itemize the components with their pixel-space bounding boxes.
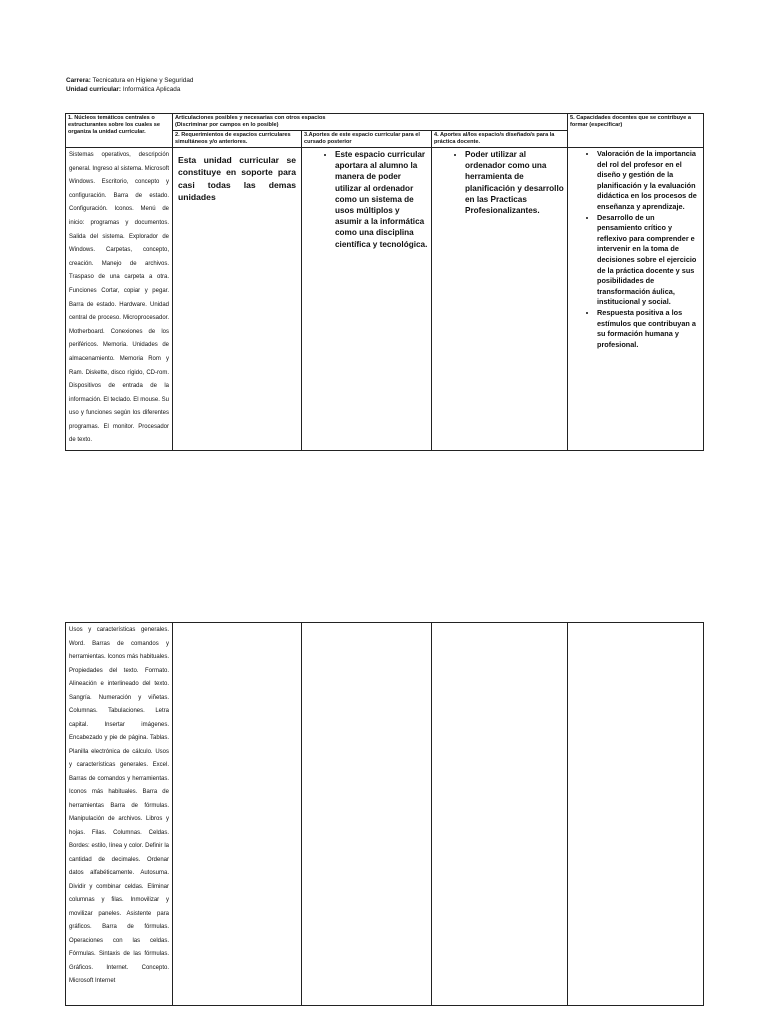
capacidad-item: • Respuesta positiva a los estímulos que contribuyan a su formación humana y profesional. (597, 308, 700, 350)
aportes-posterior-item: • Este espacio curricular aportara al alumno la manera de poder utilizar al ordenador como un sistema de usos múltiplos y asumir a la informática como una disciplina científica y tecnológica. (335, 149, 428, 250)
aportes-practica-item: • Poder utilizar al ordenador como una herramienta de planificación y desarrollo en las Practicas Profesionalizantes. (465, 149, 564, 216)
unidad-value: Informática Aplicada (121, 86, 181, 93)
nucleos-cell (66, 623, 173, 1006)
col5-header: 5. Capacidades docentes que se contribuye a formar (especificar) (568, 114, 704, 148)
carrera-value: Tecnicatura en Higiene y Seguridad (90, 77, 194, 84)
nucleos-text: Usos y características generales. Word. Barras de comandos y herramientas. Iconos más habituales. Propiedades del texto. Formato. Alineación e interlineado del texto. Sangría. Numeración y viñetas. Columnas. Tabulaciones. Letra capital. Insertar imágenes. Encabezado y pie de página. Tablas. Planilla electrónica de cálculo. Usos y características generales. Excel. Barras de comandos y herramientas. Iconos más habituales. Barra de herramientas Barra de fórmulas. Manipulación de archivos. Libros y hojas. Filas. Columnas. Celdas. Bordes: estilo, línea y color. Definir la cantidad de decimales. Ordenar datos alfabéticamente. Autosuma. Dividir y combinar celdas. Eliminar columnas y filas. Inmovilizar y movilizar paneles. Asistente para gráficos. Barra de fórmulas. Operaciones con las celdas. Fórmulas. Sintaxis de las fórmulas. Gráficos. Internet. Concepto. Microsoft Internet (69, 627, 169, 984)
curricular-table-page-2 (65, 622, 704, 1006)
group-header-line2: (Discriminar por campos en lo posible) (175, 122, 279, 128)
table-row (66, 148, 704, 451)
carrera-line (66, 76, 193, 85)
capacidades-cell (568, 148, 704, 451)
nucleos-text: Sistemas operativos, descripción general. Ingreso al sistema. Microsoft Windows. Escritorio, concepto y configuración. Barra de estado. Configuración. Iconos. Menú de inicio: programas y documentos. Salida del sistema. Explorador de Windows. Carpetas, concepto, creación. Manejo de archivos. Traspaso de una carpeta a otra. Funciones Cortar, copiar y pegar. Barra de estado. Hardware. Unidad central de proceso. Microprocesador. Motherboard. Conexiones de los periféricos. Memoria. Unidades de almacenamiento. Memoria Rom y Ram. Diskette, disco rígido, CD-rom. Dispositivos de entrada de la información. El teclado. El mouse. Su uso y funciones según los diferentes programas. El monitor. Procesador de texto. (69, 152, 169, 444)
empty-cell (432, 623, 568, 1006)
unidad-label: Unidad curricular: (66, 86, 122, 93)
group-header (173, 114, 568, 131)
aportes-posterior-cell (302, 148, 432, 451)
unidad-line (66, 85, 193, 94)
table-header-row-1 (66, 114, 704, 131)
col2-header: 2. Requerimientos de espacios curriculares simultáneos y/o anteriores. (173, 131, 302, 148)
nucleos-cell (66, 148, 173, 451)
requerimientos-cell: Esta unidad curricular se constituye en soporte para casi todas las demas unidades (173, 148, 302, 451)
col1-header: 1. Núcleos temáticos centrales o estructurantes sobre los cuales se organiza la unidad curricular. (66, 114, 173, 148)
empty-cell (302, 623, 432, 1006)
empty-cell (173, 623, 302, 1006)
curricular-table-page-1 (65, 113, 704, 451)
document-header (66, 76, 193, 94)
capacidad-item: • Desarrollo de un pensamiento crítico y reflexivo para comprender e intervenir en la toma de decisiones sobre el ejercicio de la práctica docente y sus posibilidades de transformación áulica, institucional y social. (597, 213, 700, 308)
col4-header: 4. Aportes al/los espacio/s diseñado/s para la práctica docente. (432, 131, 568, 148)
empty-cell (568, 623, 704, 1006)
aportes-practica-cell (432, 148, 568, 451)
capacidad-item: • Valoración de la importancia del rol del profesor en el diseño y gestión de la planificación y la evaluación didáctica en los procesos de enseñanza y aprendizaje. (597, 149, 700, 213)
table-row (66, 623, 704, 1006)
col3-header: 3.Aportes de este espacio curricular para el cursado posterior (302, 131, 432, 148)
group-header-line1: Articulaciones posibles y necesarias con otros espacios (175, 115, 326, 121)
carrera-label: Carrera: (66, 77, 91, 84)
